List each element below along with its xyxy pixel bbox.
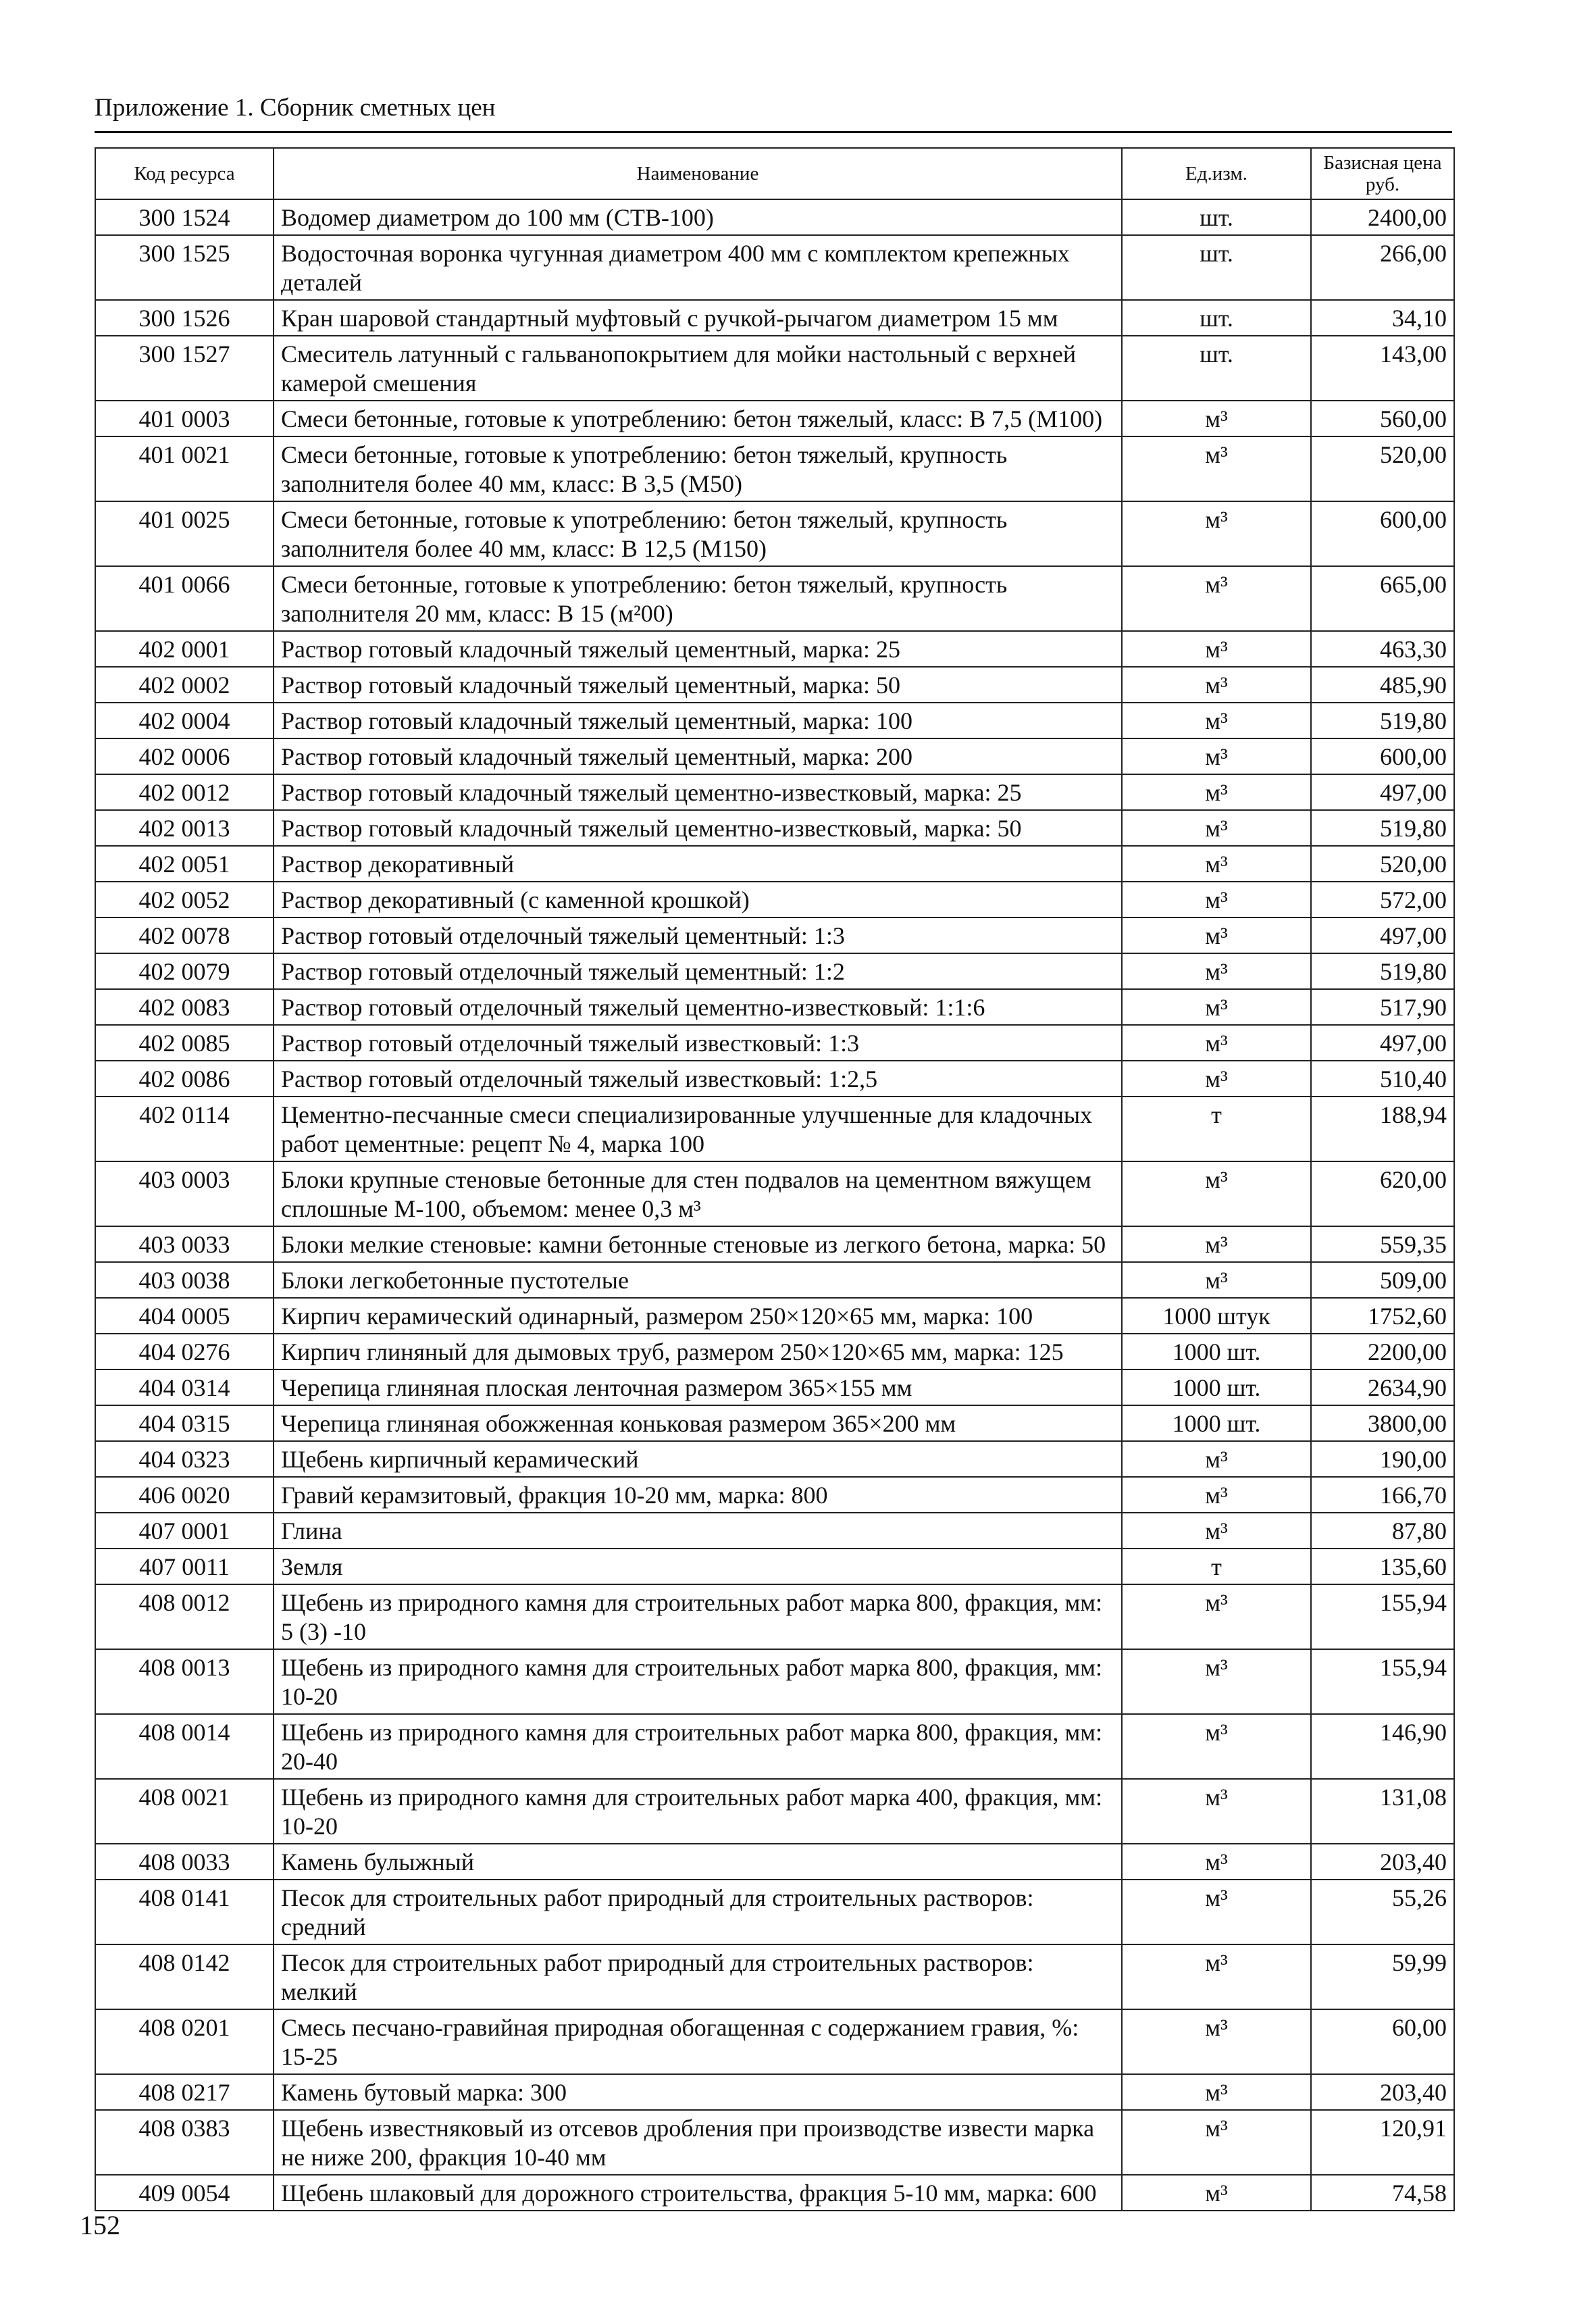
- cell-name: Раствор готовый кладочный тяжелый цементно-известковый, марка: 25: [274, 774, 1122, 810]
- price-table: [95, 147, 1455, 2211]
- cell-name: Глина: [274, 1513, 1122, 1549]
- table-row: [95, 566, 1454, 631]
- cell-unit: м³: [1122, 2110, 1311, 2175]
- cell-code: 402 0083: [95, 989, 274, 1025]
- cell-code: 300 1524: [95, 199, 274, 235]
- table-row: [95, 2110, 1454, 2175]
- cell-name: Раствор готовый кладочный тяжелый цементный, марка: 50: [274, 667, 1122, 703]
- cell-price: 190,00: [1311, 1441, 1454, 1477]
- cell-unit: м³: [1122, 1844, 1311, 1880]
- cell-code: 401 0025: [95, 501, 274, 566]
- table-row: [95, 1844, 1454, 1880]
- cell-code: 300 1526: [95, 300, 274, 336]
- cell-code: 402 0001: [95, 631, 274, 667]
- cell-code: 403 0033: [95, 1226, 274, 1262]
- cell-code: 402 0052: [95, 882, 274, 917]
- cell-code: 403 0038: [95, 1262, 274, 1298]
- cell-unit: м³: [1122, 1441, 1311, 1477]
- cell-code: 403 0003: [95, 1161, 274, 1226]
- cell-unit: 1000 штук: [1122, 1298, 1311, 1334]
- cell-price: 2400,00: [1311, 199, 1454, 235]
- cell-name: Цементно-песчанные смеси специализированные улучшенные для кладочных работ цементные: рецепт № 4, марка 100: [274, 1097, 1122, 1161]
- cell-name: Щебень из природного камня для строительных работ марка 800, фракция, мм: 10-20: [274, 1649, 1122, 1714]
- cell-code: 408 0021: [95, 1779, 274, 1844]
- cell-name: Раствор готовый отделочный тяжелый известковый: 1:3: [274, 1025, 1122, 1061]
- cell-code: 402 0013: [95, 810, 274, 846]
- header-unit: Ед.изм.: [1122, 148, 1311, 199]
- cell-unit: м³: [1122, 1880, 1311, 1944]
- cell-name: Щебень кирпичный керамический: [274, 1441, 1122, 1477]
- cell-price: 155,94: [1311, 1649, 1454, 1714]
- cell-unit: м³: [1122, 774, 1311, 810]
- table-row: [95, 2074, 1454, 2110]
- cell-price: 203,40: [1311, 2074, 1454, 2110]
- cell-unit: 1000 шт.: [1122, 1405, 1311, 1441]
- cell-name: Черепица глиняная обожженная коньковая размером 365×200 мм: [274, 1405, 1122, 1441]
- cell-unit: м³: [1122, 2074, 1311, 2110]
- cell-price: 155,94: [1311, 1584, 1454, 1649]
- cell-code: 401 0021: [95, 436, 274, 501]
- table-row: [95, 810, 1454, 846]
- header-price-line1: Базисная цена: [1323, 152, 1442, 174]
- cell-price: 266,00: [1311, 235, 1454, 300]
- cell-code: 404 0323: [95, 1441, 274, 1477]
- cell-unit: м³: [1122, 989, 1311, 1025]
- table-row: [95, 667, 1454, 703]
- cell-code: 402 0051: [95, 846, 274, 882]
- cell-unit: м³: [1122, 1161, 1311, 1226]
- cell-code: 402 0006: [95, 738, 274, 774]
- cell-price: 600,00: [1311, 738, 1454, 774]
- cell-name: Смеси бетонные, готовые к употреблению: бетон тяжелый, крупность заполнителя 20 мм, класс: В 15 (м²00): [274, 566, 1122, 631]
- cell-unit: м³: [1122, 738, 1311, 774]
- header-price-line2: руб.: [1365, 174, 1400, 195]
- table-row: [95, 1549, 1454, 1584]
- cell-unit: м³: [1122, 1944, 1311, 2009]
- cell-name: Земля: [274, 1549, 1122, 1584]
- table-row: [95, 1226, 1454, 1262]
- cell-price: 559,35: [1311, 1226, 1454, 1262]
- table-row: [95, 1298, 1454, 1334]
- cell-code: 408 0383: [95, 2110, 274, 2175]
- cell-unit: м³: [1122, 1714, 1311, 1779]
- page-header-title: Приложение 1. Сборник сметных цен: [95, 94, 496, 122]
- table-row: [95, 1161, 1454, 1226]
- cell-name: Песок для строительных работ природный для строительных растворов: средний: [274, 1880, 1122, 1944]
- cell-name: Смесь песчано-гравийная природная обогащенная с содержанием гравия, %: 15-25: [274, 2009, 1122, 2074]
- table-row: [95, 501, 1454, 566]
- table-row: [95, 1441, 1454, 1477]
- cell-name: Гравий керамзитовый, фракция 10-20 мм, марка: 800: [274, 1477, 1122, 1513]
- cell-price: 203,40: [1311, 1844, 1454, 1880]
- cell-code: 408 0012: [95, 1584, 274, 1649]
- cell-name: Смеситель латунный с гальванопокрытием для мойки настольный с верхней камерой смешения: [274, 336, 1122, 401]
- cell-code: 409 0054: [95, 2175, 274, 2211]
- table-row: [95, 1584, 1454, 1649]
- cell-name: Кирпич глиняный для дымовых труб, размером 250×120×65 мм, марка: 125: [274, 1334, 1122, 1369]
- cell-unit: т: [1122, 1097, 1311, 1161]
- cell-unit: 1000 шт.: [1122, 1369, 1311, 1405]
- table-row: [95, 336, 1454, 401]
- cell-code: 300 1527: [95, 336, 274, 401]
- cell-price: 509,00: [1311, 1262, 1454, 1298]
- table-row: [95, 846, 1454, 882]
- cell-code: 408 0201: [95, 2009, 274, 2074]
- cell-unit: м³: [1122, 1477, 1311, 1513]
- cell-code: 401 0003: [95, 401, 274, 436]
- cell-price: 87,80: [1311, 1513, 1454, 1549]
- header-price: [1311, 148, 1454, 199]
- cell-unit: м³: [1122, 1779, 1311, 1844]
- cell-code: 402 0002: [95, 667, 274, 703]
- cell-price: 520,00: [1311, 846, 1454, 882]
- cell-price: 55,26: [1311, 1880, 1454, 1944]
- cell-unit: м³: [1122, 882, 1311, 917]
- price-table-container: [95, 147, 1453, 2211]
- cell-name: Раствор декоративный: [274, 846, 1122, 882]
- cell-unit: м³: [1122, 1262, 1311, 1298]
- cell-unit: м³: [1122, 1649, 1311, 1714]
- cell-name: Раствор готовый отделочный тяжелый цементный: 1:3: [274, 917, 1122, 953]
- cell-price: 517,90: [1311, 989, 1454, 1025]
- cell-code: 402 0078: [95, 917, 274, 953]
- cell-name: Камень бутовый марка: 300: [274, 2074, 1122, 2110]
- cell-price: 497,00: [1311, 1025, 1454, 1061]
- table-row: [95, 1061, 1454, 1097]
- table-row: [95, 2009, 1454, 2074]
- cell-price: 485,90: [1311, 667, 1454, 703]
- cell-price: 620,00: [1311, 1161, 1454, 1226]
- cell-unit: шт.: [1122, 300, 1311, 336]
- cell-code: 404 0005: [95, 1298, 274, 1334]
- cell-unit: м³: [1122, 953, 1311, 989]
- cell-price: 131,08: [1311, 1779, 1454, 1844]
- cell-price: 497,00: [1311, 917, 1454, 953]
- cell-unit: м³: [1122, 810, 1311, 846]
- cell-unit: м³: [1122, 2009, 1311, 2074]
- cell-name: Щебень из природного камня для строительных работ марка 400, фракция, мм: 10-20: [274, 1779, 1122, 1844]
- cell-price: 143,00: [1311, 336, 1454, 401]
- cell-code: 402 0079: [95, 953, 274, 989]
- cell-name: Черепица глиняная плоская ленточная размером 365×155 мм: [274, 1369, 1122, 1405]
- cell-name: Раствор готовый кладочный тяжелый цементный, марка: 25: [274, 631, 1122, 667]
- cell-unit: м³: [1122, 1025, 1311, 1061]
- cell-price: 60,00: [1311, 2009, 1454, 2074]
- header-name: Наименование: [274, 148, 1122, 199]
- cell-price: 520,00: [1311, 436, 1454, 501]
- cell-price: 519,80: [1311, 703, 1454, 738]
- cell-name: Смеси бетонные, готовые к употреблению: бетон тяжелый, крупность заполнителя более 40 мм, класс: В 3,5 (М50): [274, 436, 1122, 501]
- header-code: Код ресурса: [95, 148, 274, 199]
- cell-name: Раствор готовый отделочный тяжелый известковый: 1:2,5: [274, 1061, 1122, 1097]
- table-row: [95, 703, 1454, 738]
- cell-code: 407 0001: [95, 1513, 274, 1549]
- cell-code: 402 0114: [95, 1097, 274, 1161]
- cell-price: 120,91: [1311, 2110, 1454, 2175]
- cell-unit: шт.: [1122, 235, 1311, 300]
- cell-unit: м³: [1122, 566, 1311, 631]
- cell-code: 404 0315: [95, 1405, 274, 1441]
- cell-code: 402 0012: [95, 774, 274, 810]
- table-row: [95, 774, 1454, 810]
- table-row: [95, 235, 1454, 300]
- table-row: [95, 1779, 1454, 1844]
- table-row: [95, 199, 1454, 235]
- cell-name: Водосточная воронка чугунная диаметром 400 мм с комплектом крепежных деталей: [274, 235, 1122, 300]
- table-header-row: [95, 148, 1454, 199]
- cell-code: 401 0066: [95, 566, 274, 631]
- table-row: [95, 1262, 1454, 1298]
- cell-price: 146,90: [1311, 1714, 1454, 1779]
- cell-code: 408 0033: [95, 1844, 274, 1880]
- cell-name: Раствор готовый отделочный тяжелый цементно-известковый: 1:1:6: [274, 989, 1122, 1025]
- table-row: [95, 401, 1454, 436]
- table-row: [95, 1880, 1454, 1944]
- cell-unit: м³: [1122, 917, 1311, 953]
- cell-unit: м³: [1122, 1513, 1311, 1549]
- table-row: [95, 1513, 1454, 1549]
- table-row: [95, 2175, 1454, 2211]
- table-body: [95, 199, 1454, 2211]
- cell-unit: 1000 шт.: [1122, 1334, 1311, 1369]
- cell-unit: м³: [1122, 703, 1311, 738]
- cell-name: Раствор готовый отделочный тяжелый цементный: 1:2: [274, 953, 1122, 989]
- cell-code: 402 0004: [95, 703, 274, 738]
- cell-unit: м³: [1122, 631, 1311, 667]
- table-row: [95, 953, 1454, 989]
- cell-unit: м³: [1122, 1226, 1311, 1262]
- cell-price: 3800,00: [1311, 1405, 1454, 1441]
- cell-name: Камень булыжный: [274, 1844, 1122, 1880]
- table-row: [95, 1405, 1454, 1441]
- cell-price: 34,10: [1311, 300, 1454, 336]
- cell-code: 408 0217: [95, 2074, 274, 2110]
- cell-unit: м³: [1122, 436, 1311, 501]
- cell-price: 600,00: [1311, 501, 1454, 566]
- cell-unit: м³: [1122, 1061, 1311, 1097]
- cell-name: Водомер диаметром до 100 мм (СТВ-100): [274, 199, 1122, 235]
- cell-unit: м³: [1122, 667, 1311, 703]
- cell-unit: м³: [1122, 846, 1311, 882]
- cell-price: 2200,00: [1311, 1334, 1454, 1369]
- table-row: [95, 1097, 1454, 1161]
- table-row: [95, 631, 1454, 667]
- table-row: [95, 882, 1454, 917]
- cell-price: 74,58: [1311, 2175, 1454, 2211]
- cell-code: 408 0014: [95, 1714, 274, 1779]
- cell-name: Раствор декоративный (с каменной крошкой): [274, 882, 1122, 917]
- cell-code: 404 0276: [95, 1334, 274, 1369]
- cell-name: Щебень шлаковый для дорожного строительства, фракция 5-10 мм, марка: 600: [274, 2175, 1122, 2211]
- table-row: [95, 300, 1454, 336]
- cell-price: 166,70: [1311, 1477, 1454, 1513]
- cell-name: Щебень известняковый из отсевов дробления при производстве извести марка не ниже 200, фракция 10-40 мм: [274, 2110, 1122, 2175]
- cell-name: Кран шаровой стандартный муфтовый с ручкой-рычагом диаметром 15 мм: [274, 300, 1122, 336]
- cell-price: 560,00: [1311, 401, 1454, 436]
- cell-unit: т: [1122, 1549, 1311, 1584]
- cell-name: Раствор готовый кладочный тяжелый цементный, марка: 100: [274, 703, 1122, 738]
- cell-price: 188,94: [1311, 1097, 1454, 1161]
- cell-code: 407 0011: [95, 1549, 274, 1584]
- cell-price: 572,00: [1311, 882, 1454, 917]
- table-row: [95, 989, 1454, 1025]
- table-row: [95, 1714, 1454, 1779]
- cell-unit: м³: [1122, 1584, 1311, 1649]
- table-row: [95, 1649, 1454, 1714]
- cell-price: 519,80: [1311, 810, 1454, 846]
- table-row: [95, 1477, 1454, 1513]
- cell-price: 1752,60: [1311, 1298, 1454, 1334]
- table-row: [95, 1944, 1454, 2009]
- cell-code: 402 0086: [95, 1061, 274, 1097]
- cell-price: 463,30: [1311, 631, 1454, 667]
- cell-code: 404 0314: [95, 1369, 274, 1405]
- cell-price: 497,00: [1311, 774, 1454, 810]
- cell-code: 402 0085: [95, 1025, 274, 1061]
- table-row: [95, 917, 1454, 953]
- cell-code: 406 0020: [95, 1477, 274, 1513]
- cell-name: Песок для строительных работ природный для строительных растворов: мелкий: [274, 1944, 1122, 2009]
- cell-unit: м³: [1122, 401, 1311, 436]
- cell-name: Блоки крупные стеновые бетонные для стен подвалов на цементном вяжущем сплошные М-100, объемом: менее 0,3 м³: [274, 1161, 1122, 1226]
- cell-unit: м³: [1122, 2175, 1311, 2211]
- cell-name: Смеси бетонные, готовые к употреблению: бетон тяжелый, крупность заполнителя более 40 мм, класс: В 12,5 (М150): [274, 501, 1122, 566]
- cell-code: 408 0141: [95, 1880, 274, 1944]
- cell-code: 300 1525: [95, 235, 274, 300]
- cell-price: 510,40: [1311, 1061, 1454, 1097]
- header-rule: [95, 131, 1452, 133]
- table-row: [95, 1334, 1454, 1369]
- cell-unit: шт.: [1122, 199, 1311, 235]
- cell-name: Кирпич керамический одинарный, размером 250×120×65 мм, марка: 100: [274, 1298, 1122, 1334]
- cell-price: 59,99: [1311, 1944, 1454, 2009]
- page-number: 152: [80, 2210, 120, 2240]
- cell-name: Смеси бетонные, готовые к употреблению: бетон тяжелый, класс: В 7,5 (М100): [274, 401, 1122, 436]
- cell-price: 519,80: [1311, 953, 1454, 989]
- cell-code: 408 0142: [95, 1944, 274, 2009]
- table-row: [95, 1025, 1454, 1061]
- table-row: [95, 738, 1454, 774]
- cell-name: Щебень из природного камня для строительных работ марка 800, фракция, мм: 20-40: [274, 1714, 1122, 1779]
- cell-name: Блоки мелкие стеновые: камни бетонные стеновые из легкого бетона, марка: 50: [274, 1226, 1122, 1262]
- cell-name: Раствор готовый кладочный тяжелый цементный, марка: 200: [274, 738, 1122, 774]
- cell-price: 665,00: [1311, 566, 1454, 631]
- cell-name: Щебень из природного камня для строительных работ марка 800, фракция, мм: 5 (3) -10: [274, 1584, 1122, 1649]
- table-row: [95, 436, 1454, 501]
- cell-unit: м³: [1122, 501, 1311, 566]
- cell-price: 2634,90: [1311, 1369, 1454, 1405]
- cell-name: Блоки легкобетонные пустотелые: [274, 1262, 1122, 1298]
- cell-price: 135,60: [1311, 1549, 1454, 1584]
- cell-code: 408 0013: [95, 1649, 274, 1714]
- cell-name: Раствор готовый кладочный тяжелый цементно-известковый, марка: 50: [274, 810, 1122, 846]
- cell-unit: шт.: [1122, 336, 1311, 401]
- table-row: [95, 1369, 1454, 1405]
